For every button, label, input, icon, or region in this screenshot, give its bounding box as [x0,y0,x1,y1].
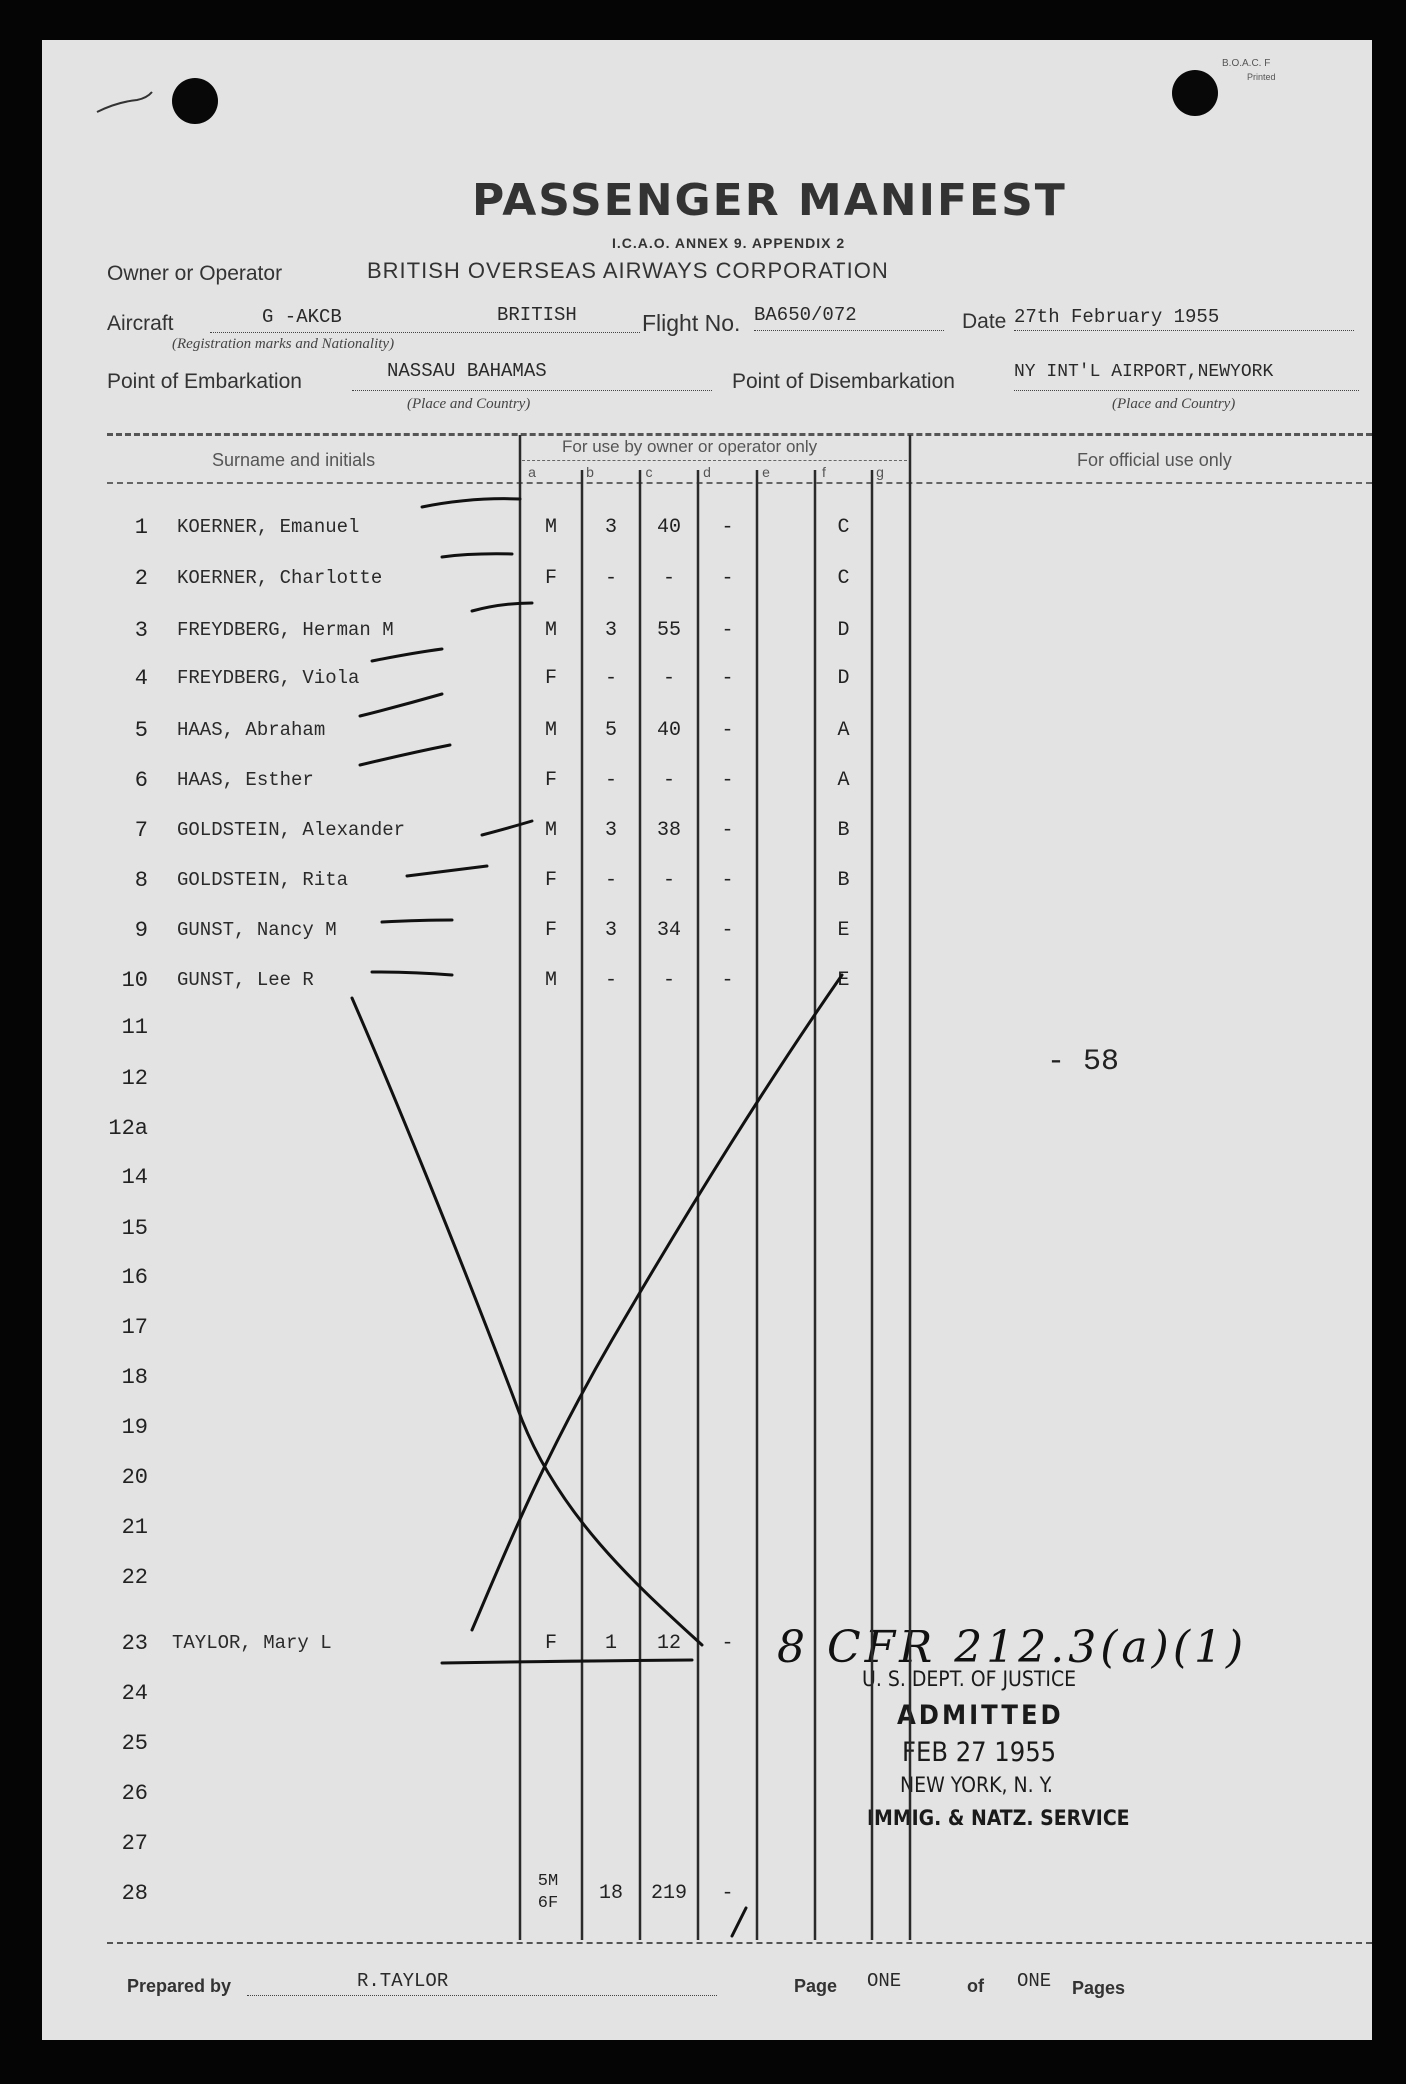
aircraft-nationality: BRITISH [497,304,577,326]
cell-b: 3 [604,919,617,942]
cell-d: - [721,769,734,792]
page-label: Page [794,1976,838,1996]
cell-a: M [544,619,557,642]
passenger-name: GOLDSTEIN, Alexander [177,819,406,841]
cell-d: - [721,567,734,590]
date-value: 27th February 1955 [1014,306,1220,328]
cell-d: - [721,969,734,992]
check-mark [407,866,487,876]
cell-a: F [544,667,557,690]
row-number: 14 [121,1165,148,1190]
cell-c: 40 [656,516,681,539]
cell-d: - [721,619,734,642]
check-mark [442,554,512,557]
cell-c: 219 [650,1882,687,1905]
col-e-header: e [762,464,770,480]
of-label: of [967,1976,984,1996]
cell-c: - [662,869,675,892]
cell-f: E [837,919,850,942]
col-d-header: d [703,464,711,480]
cell-f: C [837,516,850,539]
date-label: Date [962,310,1007,333]
cell-b: - [604,769,617,792]
row-number: 22 [121,1565,148,1590]
pages-label: Pages [1072,1978,1126,1998]
check-mark [360,745,450,765]
row-number: 12 [121,1066,148,1091]
cell-d: - [721,819,734,842]
prepared-label: Prepared by [127,1976,232,1996]
col-f-header: f [822,464,826,480]
check-mark [382,920,452,922]
passenger-name: GOLDSTEIN, Rita [177,869,349,891]
stamp-service: IMMIG. & NATZ. SERVICE [867,1806,1130,1830]
prepared-value: R.TAYLOR [357,1970,449,1992]
stamp-dept: U. S. DEPT. OF JUSTICE [862,1667,1077,1691]
row-number: 27 [121,1831,148,1856]
cell-c: - [662,969,675,992]
row-number: 2 [134,566,148,591]
disembark-label: Point of Disembarkation [732,370,955,393]
check-mark [472,603,532,611]
cell-c: 55 [656,619,681,642]
cell-b: 1 [604,1632,617,1655]
cell-c: 12 [656,1632,681,1655]
aircraft-label: Aircraft [107,312,174,335]
cell-c: - [662,667,675,690]
corner-scribble [97,92,152,112]
flight-value: BA650/072 [754,304,857,326]
row-number: 16 [121,1265,148,1290]
check-mark [442,1660,692,1663]
page-value: ONE [867,1970,902,1992]
row-number: 17 [121,1315,148,1340]
check-mark [482,821,532,835]
row-number: 5 [134,718,148,743]
cell-c: 34 [656,919,681,942]
check-mark [372,972,452,975]
col-official-header: For official use only [1077,450,1232,470]
cell-b: 3 [604,819,617,842]
aircraft-hint: (Registration marks and Nationality) [172,336,395,352]
passenger-name: KOERNER, Emanuel [177,516,360,538]
cell-f: E [837,969,850,992]
cell-f: B [837,869,850,892]
cell-a: F [544,1632,557,1655]
cancel-stroke [352,998,702,1645]
row-number: 20 [121,1465,148,1490]
corner-note-2: Printed [1247,72,1276,82]
cell-d: - [721,1632,734,1655]
cell-c: - [662,769,675,792]
manifest-page [42,40,1372,2040]
passenger-name: HAAS, Esther [177,769,314,791]
row-number: 28 [121,1881,148,1906]
cell-f: A [837,769,850,792]
cell-b: - [604,869,617,892]
row-number: 4 [134,666,148,691]
cell-d: - [721,1882,734,1905]
cell-f: B [837,819,850,842]
check-mark [360,694,442,716]
row-number: 25 [121,1731,148,1756]
cell-b: - [604,969,617,992]
disembark-value: NY INT'L AIRPORT,NEWYORK [1014,362,1274,382]
col-c-header: c [645,464,653,480]
row-number: 3 [134,618,148,643]
handwritten-cfr: 8 CFR 212.3(a)(1) [777,1622,1248,1673]
cell-a: F [544,869,557,892]
owner-label: Owner or Operator [107,262,283,285]
cell-b: 3 [604,516,617,539]
row-number: 23 [121,1631,148,1656]
embark-label: Point of Embarkation [107,370,302,393]
cell-d: - [721,919,734,942]
page-title: PASSENGER MANIFEST [472,175,1067,226]
cell-f: D [837,619,850,642]
embark-value: NASSAU BAHAMAS [387,360,547,382]
row-number: 21 [121,1515,148,1540]
row-number: 26 [121,1781,148,1806]
aircraft-reg: G -AKCB [262,306,342,328]
check-mark [372,649,442,661]
col-g-header: g [876,464,884,480]
cell-a: M [544,969,557,992]
row-number: 8 [134,868,148,893]
passenger-name: FREYDBERG, Herman M [177,619,394,641]
cell-d: - [721,719,734,742]
cell-c: 40 [656,719,681,742]
cancel-stroke [472,975,842,1630]
cell-b: 5 [604,719,617,742]
row-number: 11 [121,1015,148,1040]
cell-a: M [544,719,557,742]
cell-d: - [721,869,734,892]
cell-b: 3 [604,619,617,642]
cell-b: - [604,567,617,590]
col-a-header: a [528,464,536,480]
col-b-header: b [586,464,594,480]
row-number: 15 [121,1216,148,1241]
row-number: 24 [121,1681,148,1706]
row-number: 6 [134,768,148,793]
passenger-name: FREYDBERG, Viola [177,667,360,689]
cell-a: F [544,769,557,792]
passenger-name: GUNST, Lee R [177,969,314,991]
cell-b: - [604,667,617,690]
disembark-hint: (Place and Country) [1112,396,1236,412]
passenger-name: KOERNER, Charlotte [177,567,383,589]
cell-a: M [544,516,557,539]
stamp-city: NEW YORK, N. Y. [900,1773,1053,1797]
cell-f: D [837,667,850,690]
passenger-name: TAYLOR, Mary L [172,1632,332,1654]
row-number: 7 [134,818,148,843]
cell-a: 5M 6F [537,1872,559,1913]
row-number: 18 [121,1365,148,1390]
cell-c: 38 [656,819,681,842]
cell-b: 18 [598,1882,623,1905]
stamp-admitted: ADMITTED [897,1700,1064,1731]
cell-d: - [721,667,734,690]
official-margin-note: - 58 [1047,1045,1120,1079]
row-number: 9 [134,918,148,943]
row-number: 12a [108,1116,148,1141]
embark-hint: (Place and Country) [407,396,531,412]
tick-mark [732,1908,746,1936]
col-operator-header: For use by owner or operator only [562,437,818,456]
stamp-date: FEB 27 1955 [902,1737,1057,1768]
page-subtitle: I.C.A.O. ANNEX 9. APPENDIX 2 [612,235,846,251]
of-value: ONE [1017,1970,1052,1992]
manifest-drawing [42,40,1372,2040]
cell-a: F [544,567,557,590]
passenger-name: HAAS, Abraham [177,719,326,741]
cell-d: - [721,516,734,539]
corner-note: B.O.A.C. F [1222,58,1271,69]
col-name-header: Surname and initials [212,450,376,470]
cell-f: A [837,719,850,742]
cell-c: - [662,567,675,590]
row-number: 10 [121,968,148,993]
cell-a: M [544,819,557,842]
cell-f: C [837,567,850,590]
check-mark [422,499,520,507]
row-number: 1 [134,515,148,540]
owner-value: BRITISH OVERSEAS AIRWAYS CORPORATION [367,258,889,283]
passenger-name: GUNST, Nancy M [177,919,337,941]
row-number: 19 [121,1415,148,1440]
cell-a: F [544,919,557,942]
flight-label: Flight No. [642,310,741,336]
